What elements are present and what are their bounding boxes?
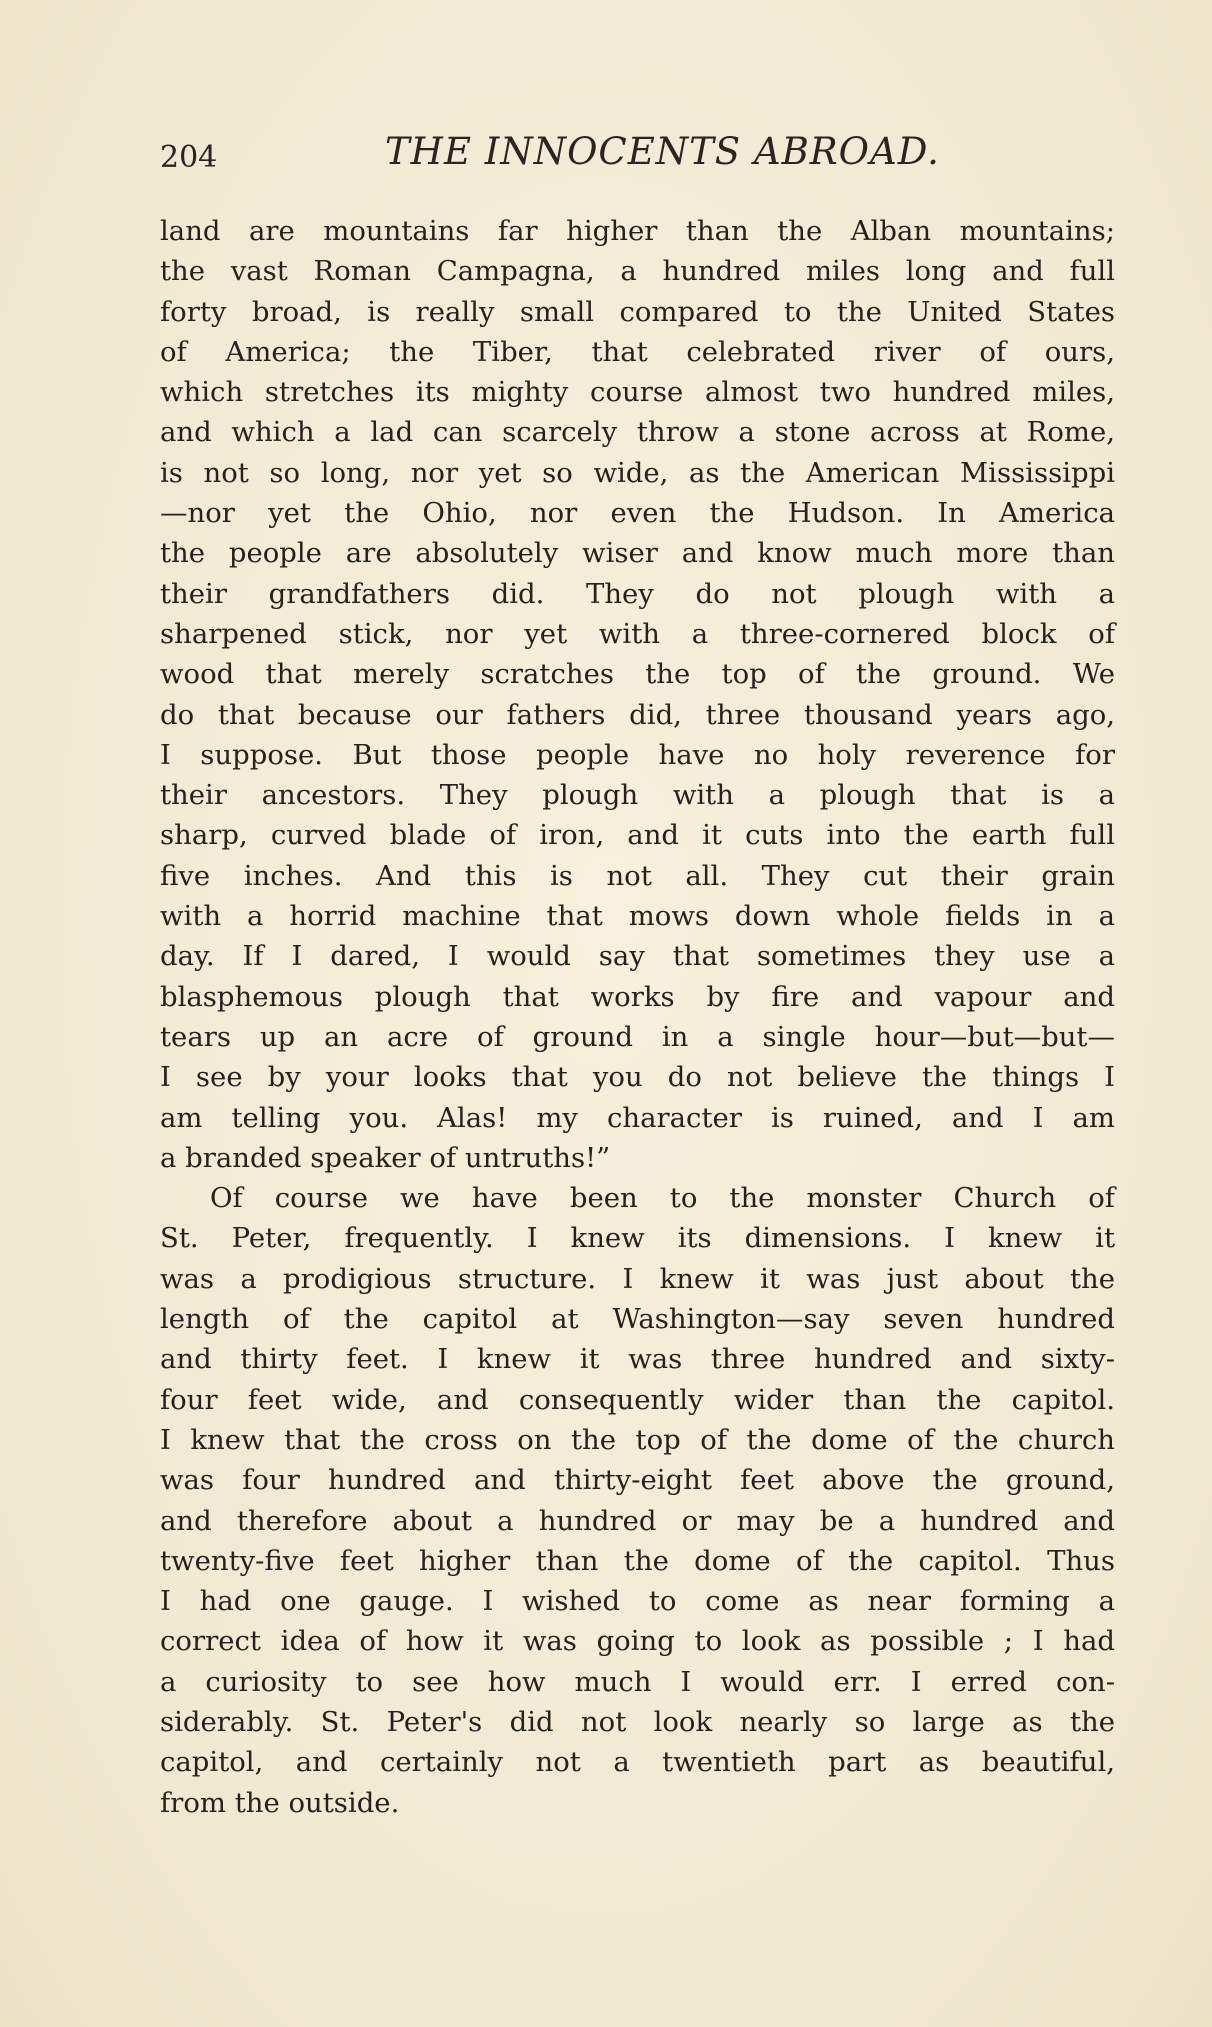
text-line: land are mountains far higher than the Alban mountains; (160, 215, 1115, 247)
text-line: sharp, curved blade of iron, and it cuts into the earth full (160, 819, 1115, 852)
text-line: which stretches its mighty course almost two hundred miles, (160, 376, 1115, 409)
page-number: 204 (160, 140, 218, 175)
text-line: I had one gauge. I wished to come as near forming a (160, 1585, 1115, 1618)
text-line: a curiosity to see how much I would err. I erred con- (160, 1665, 1115, 1698)
running-title: THE INNOCENTS ABROAD. (385, 130, 940, 173)
text-line: capitol, and certainly not a twentieth part as beautiful, (160, 1746, 1115, 1779)
text-line: was four hundred and thirty-eight feet above the ground, (160, 1464, 1115, 1497)
text-line: from the outside. (160, 1786, 400, 1819)
text-line: five inches. And this is not all. They cut their grain (160, 859, 1115, 892)
text-line: and which a lad can scarcely throw a stone across at Rome, (160, 416, 1115, 449)
text-line: I suppose. But those people have no holy reverence for (160, 738, 1115, 771)
text-line: the people are absolutely wiser and know much more than (160, 537, 1115, 570)
body-text (160, 211, 1115, 1823)
text-line: with a horrid machine that mows down whole fields in a (160, 900, 1115, 933)
text-line: —nor yet the Ohio, nor even the Hudson. In America (160, 497, 1115, 530)
text-line: was a prodigious structure. I knew it was just about the (160, 1262, 1115, 1295)
text-line: Of course we have been to the monster Church of (210, 1182, 1115, 1215)
text-line: length of the capitol at Washington—say seven hundred (160, 1303, 1115, 1336)
text-line: their ancestors. They plough with a plough that is a (160, 779, 1115, 812)
text-line: forty broad, is really small compared to the United States (160, 295, 1115, 328)
text-line: blasphemous plough that works by fire and vapour and (160, 980, 1115, 1013)
text-line: four feet wide, and consequently wider than the capitol. (160, 1383, 1115, 1416)
text-line: of America; the Tiber, that celebrated river of ours, (160, 335, 1115, 368)
text-line: and therefore about a hundred or may be a hundred and (160, 1504, 1115, 1537)
text-line: correct idea of how it was going to look as possible ; I had (160, 1625, 1115, 1658)
text-line: wood that merely scratches the top of the ground. We (160, 658, 1115, 691)
text-line: a branded speaker of untruths!” (160, 1141, 611, 1174)
text-line: the vast Roman Campagna, a hundred miles long and full (160, 255, 1115, 288)
text-line: St. Peter, frequently. I knew its dimensions. I knew it (160, 1222, 1115, 1255)
text-line: I see by your looks that you do not believe the things I (160, 1061, 1115, 1094)
text-line: twenty-five feet higher than the dome of the capitol. Thus (160, 1544, 1115, 1577)
text-line: day. If I dared, I would say that sometimes they use a (160, 940, 1115, 973)
text-line: siderably. St. Peter's did not look nearly so large as the (160, 1705, 1115, 1738)
text-line: sharpened stick, nor yet with a three-cornered block of (160, 617, 1115, 650)
text-line: tears up an acre of ground in a single hour—but—but— (160, 1020, 1115, 1053)
text-line: am telling you. Alas! my character is ruined, and I am (160, 1101, 1115, 1134)
text-line: I knew that the cross on the top of the dome of the church (160, 1423, 1115, 1456)
text-line: is not so long, nor yet so wide, as the American Mississippi (160, 456, 1115, 489)
text-line: and thirty feet. I knew it was three hundred and sixty- (160, 1343, 1115, 1376)
text-line: their grandfathers did. They do not plough with a (160, 577, 1115, 610)
text-line: do that because our fathers did, three thousand years ago, (160, 698, 1115, 731)
page-header (160, 130, 1120, 190)
